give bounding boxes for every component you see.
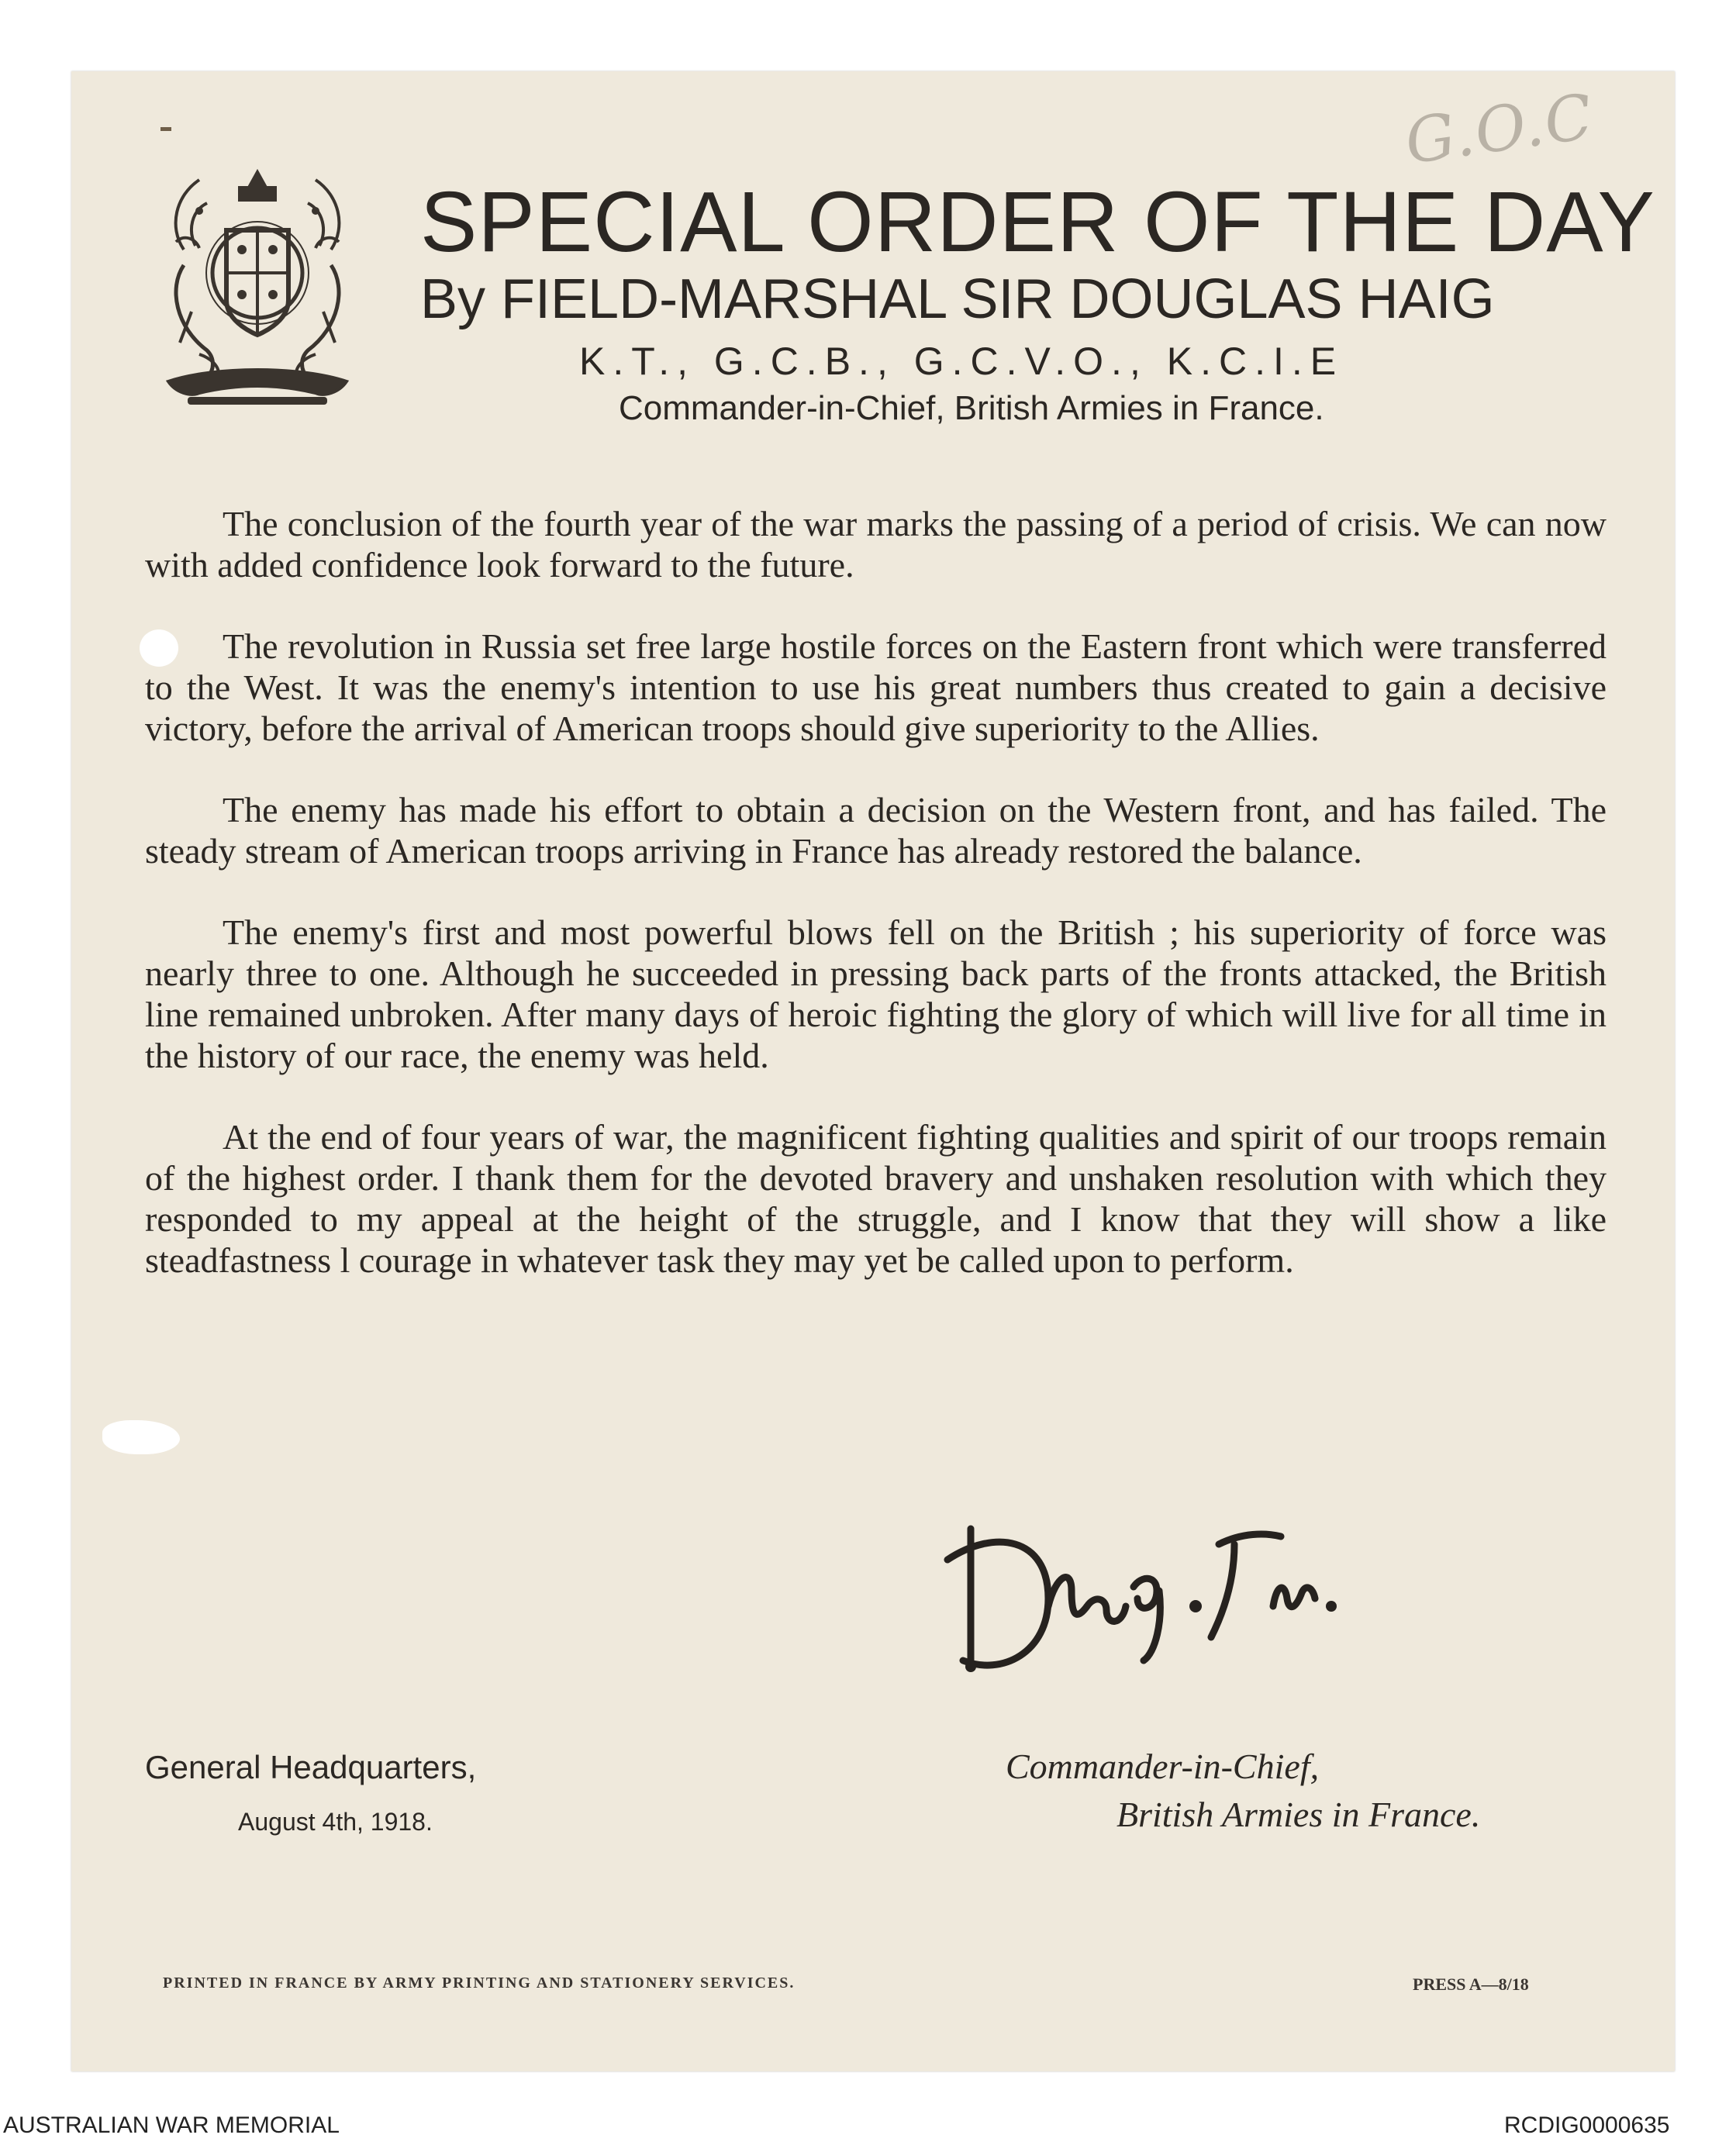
byline: By FIELD-MARSHAL SIR DOUGLAS HAIG — [420, 268, 1495, 330]
punch-hole — [140, 629, 178, 667]
place-of-issue: General Headquarters, — [145, 1749, 477, 1785]
signatory-title-line-1: Commander-in-Chief, — [1006, 1747, 1320, 1786]
printer-note: PRINTED IN FRANCE BY ARMY PRINTING AND STATIONERY SERVICES. — [163, 1974, 796, 1992]
paragraph-1: The conclusion of the fourth year of the war marks the passing of a period of crisis. We can now with added confidence look forward to the future. — [145, 504, 1607, 585]
paragraph-3: The enemy has made his effort to obtain a decision on the Western front, and has failed. The steady stream of American troops arriving in France has already restored the balance. — [145, 790, 1607, 871]
handwritten-signature — [940, 1513, 1343, 1684]
punch-hole-torn — [102, 1420, 180, 1454]
paragraph-5: At the end of four years of war, the magnificent fighting qualities and spirit of our troops remain of the highest order. I thank them for the devoted bravery and unshaken resolution with which they responded to my appeal at the height of the struggle, and I know that they will show a like steadfastness l courage in whatever task they may yet be called upon to perform. — [145, 1117, 1607, 1280]
ink-mark — [160, 127, 171, 131]
royal-coat-of-arms-icon — [153, 157, 362, 412]
author-role: Commander-in-Chief, British Armies in France. — [619, 389, 1324, 427]
pencil-annotation: G.O.C — [1400, 80, 1599, 178]
document-sheet — [71, 71, 1675, 2071]
archive-item-id: RCDIG0000635 — [1504, 2112, 1670, 2138]
signatory-title-line-2: British Armies in France. — [1116, 1795, 1481, 1834]
order-body — [145, 503, 1607, 1321]
paragraph-2: The revolution in Russia set free large hostile forces on the Eastern front which were transferred to the West. It was the enemy's intention to use his great numbers thus created to gain a decisive victory, before the arrival of American troops should give superiority to the Allies. — [145, 626, 1607, 748]
paragraph-4: The enemy's first and most powerful blows fell on the British ; his superiority of force was nearly three to one. Although he succeeded in pressing back parts of the fronts attacked, the British line remained unbroken. After many days of heroic fighting the glory of which will live for all time in the history of our race, the enemy was held. — [145, 912, 1607, 1075]
issue-date: August 4th, 1918. — [238, 1808, 433, 1836]
archive-institution: AUSTRALIAN WAR MEMORIAL — [3, 2112, 340, 2138]
document-title: SPECIAL ORDER OF THE DAY — [420, 174, 1655, 270]
honours: K.T., G.C.B., G.C.V.O., K.C.I.E — [579, 340, 1344, 383]
press-code: PRESS A—8/18 — [1413, 1974, 1529, 1994]
